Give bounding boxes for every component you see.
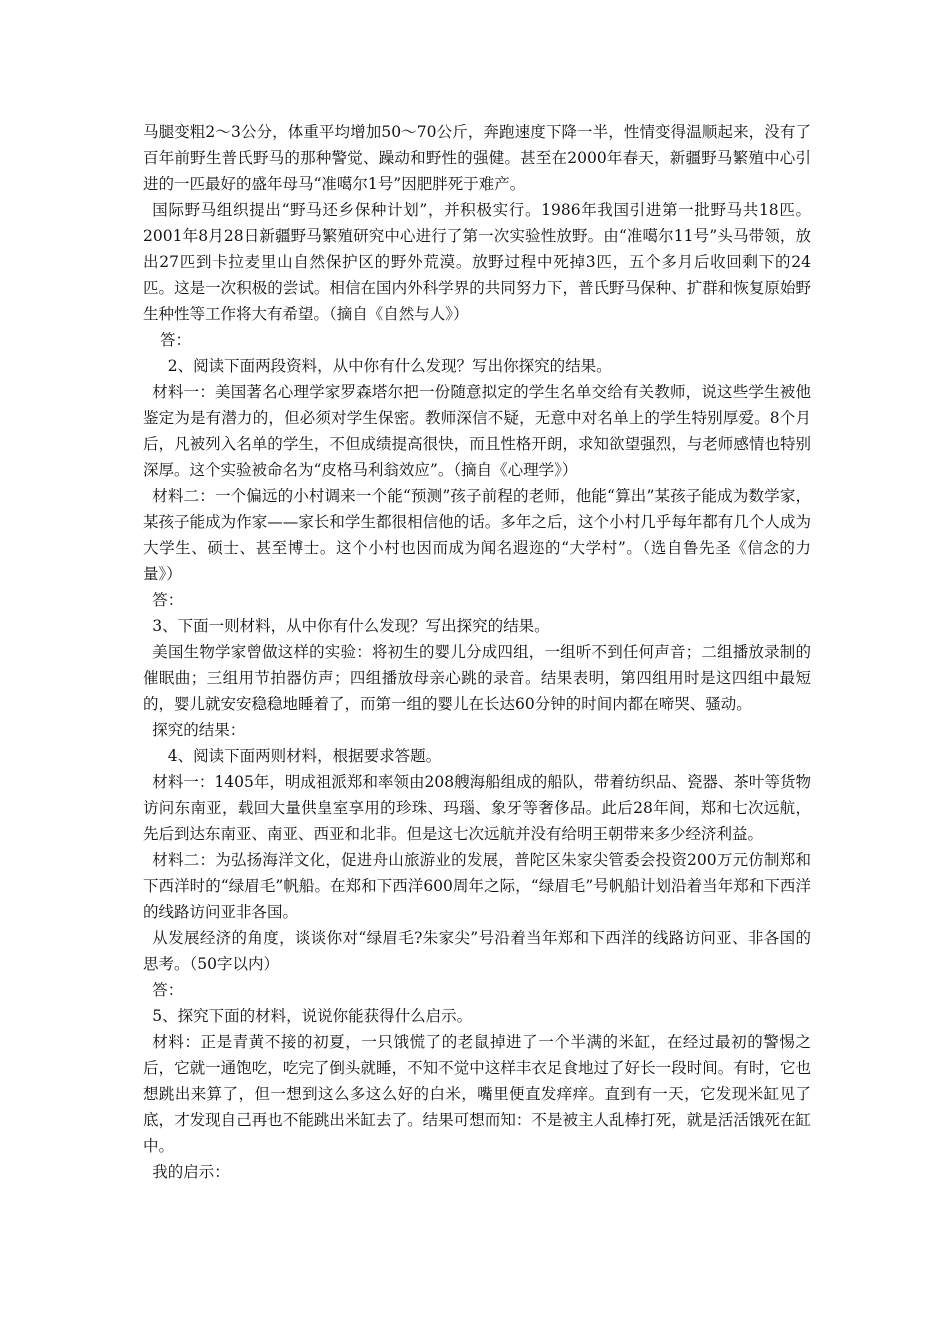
question-4-prompt: 从发展经济的角度，谈谈你对“绿眉毛?朱家尖”号沿着当年郑和下西洋的线路访问亚、非各国的思考。（50字以内）: [143, 929, 811, 973]
question-5-insight-label: 我的启示：: [152, 1163, 230, 1181]
answer-label-1: 答：: [160, 331, 192, 349]
answer-label-4: 答：: [152, 981, 184, 999]
answer-label-2: 答：: [152, 591, 184, 609]
question-4-material-1: 材料一：1405年，明成祖派郑和率领由208艘海船组成的船队，带着纺织品、瓷器、茶叶等货物访问东南亚，载回大量供皇室享用的珍珠、玛瑙、象牙等奢侈品。此后28年间，郑和七次远航，先后到达东南亚、南亚、西亚和北非。但是这七次远航并没有给明王朝带来多少经济利益。: [143, 773, 811, 843]
question-3-heading: 3、下面一则材料，从中你有什么发现？写出探究的结果。: [152, 617, 550, 635]
question-3-material: 美国生物学家曾做这样的实验：将初生的婴儿分成四组，一组听不到任何声音；二组播放录制的催眠曲；三组用节拍器仿声；四组播放母亲心跳的录音。结果表明，第四组用时是这四组中最短的，婴儿就安安稳稳地睡着了，而第一组的婴儿在长达60分钟的时间内都在啼哭、骚动。: [143, 643, 811, 713]
question-4-heading: 4、阅读下面两则材料，根据要求答题。: [167, 747, 442, 765]
question-2-material-1: 材料一：美国著名心理学家罗森塔尔把一份随意拟定的学生名单交给有关教师，说这些学生被他鉴定为是有潜力的，但必须对学生保密。教师深信不疑，无意中对名单上的学生特别厚爱。8个月后，凡被列入名单的学生，不但成绩提高很快，而且性格开朗，求知欲望强烈，与老师感情也特别深厚。这个实验被命名为“皮格马利翁效应”。（摘自《心理学》）: [143, 383, 811, 479]
question-5-material: 材料：正是青黄不接的初夏，一只饿慌了的老鼠掉进了一个半满的米缸，在经过最初的警惕之后，它就一通饱吃，吃完了倒头就睡，不知不觉中这样丰衣足食地过了好长一段时间。有时，它也想跳出来算了，但一想到这么多这么好的白米，嘴里便直发痒痒。直到有一天，它发现米缸见了底，才发现自己再也不能跳出米缸去了。结果可想而知：不是被主人乱棒打死，就是活活饿死在缸中。: [143, 1033, 811, 1155]
document-page: [143, 119, 811, 1185]
question-4-material-2: 材料二：为弘扬海洋文化，促进舟山旅游业的发展，普陀区朱家尖管委会投资200万元仿制郑和下西洋时的“绿眉毛”帆船。在郑和下西洋600周年之际，“绿眉毛”号帆船计划沿着当年郑和下西洋的线路访问亚非各国。: [143, 851, 811, 921]
question-2-heading: 2、阅读下面两段资料，从中你有什么发现？写出你探究的结果。: [167, 357, 612, 375]
paragraph-continuation: 马腿变粗2～3公分，体重平均增加50～70公斤，奔跑速度下降一半，性情变得温顺起来，没有了百年前野生普氏野马的那种警觉、躁动和野性的强健。甚至在2000年春天，新疆野马繁殖中心引进的一匹最好的盛年母马“准噶尔1号”因肥胖死于难产。: [143, 123, 811, 193]
question-5-heading: 5、探究下面的材料，说说你能获得什么启示。: [152, 1007, 473, 1025]
question-2-material-2: 材料二：一个偏远的小村调来一个能“预测”孩子前程的老师，他能“算出”某孩子能成为数学家，某孩子能成为作家——家长和学生都很相信他的话。多年之后，这个小村几乎每年都有几个人成为大学生、硕士、甚至博士。这个小村也因而成为闻名遐迩的“大学村”。（选自鲁先圣《信念的力量》）: [143, 487, 811, 583]
paragraph-wild-horse-plan: 国际野马组织提出“野马还乡保种计划”，并积极实行。1986年我国引进第一批野马共18匹。2001年8月28日新疆野马繁殖研究中心进行了第一次实验性放野。由“准噶尔11号”头马带领，放出27匹到卡拉麦里山自然保护区的野外荒漠。放野过程中死掉3匹，五个多月后收回剩下的24匹。这是一次积极的尝试。相信在国内外科学界的共同努力下，普氏野马保种、扩群和恢复原始野生种性等工作将大有希望。（摘自《自然与人》）: [143, 201, 811, 323]
question-3-result-label: 探究的结果：: [152, 721, 246, 739]
